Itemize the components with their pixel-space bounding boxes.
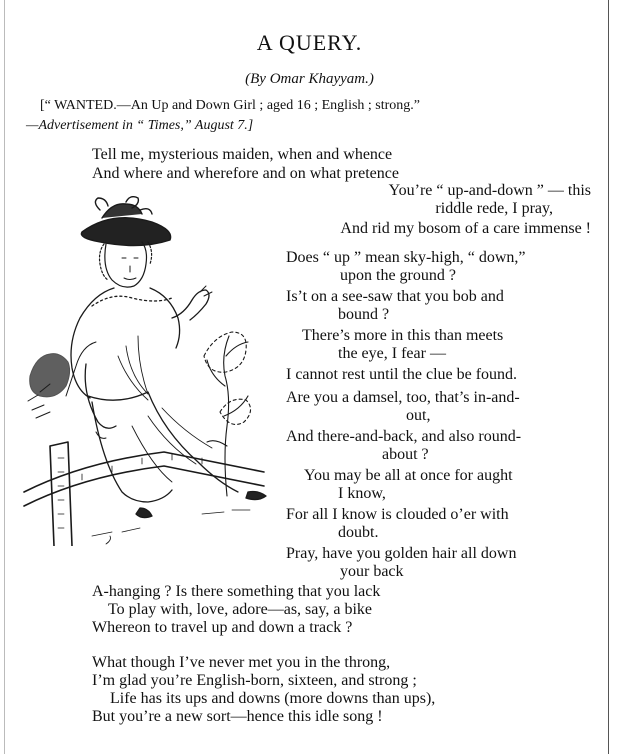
head (100, 242, 152, 287)
byline: (By Omar Khayyam.) (245, 71, 374, 87)
poem-line: upon the ground ? (340, 267, 456, 284)
poem-line: Are you a damsel, too, that’s in-and- (286, 389, 520, 406)
poem-line: Does “ up ” mean sky-high, “ down,” (286, 249, 526, 266)
stanza-3 (286, 389, 521, 542)
poem-title: A QUERY. (256, 30, 363, 55)
poem-line: What though I’ve never met you in the throng, (92, 654, 391, 671)
poem-line: You may be all at once for aught (304, 467, 513, 484)
girl-on-fence-illustration (22, 196, 284, 546)
stanza-intro (92, 146, 399, 183)
poem-line: Life has its ups and downs (more downs than ups), (110, 690, 436, 707)
poem-line: I cannot rest until the clue be found. (286, 366, 518, 383)
poem-line: your back (340, 563, 404, 580)
poem-line: You’re “ up-and-down ” — this (388, 182, 591, 199)
poem-line: A-hanging ? Is there something that you lack (92, 583, 381, 600)
poem-line: And rid my bosom of a care immense ! (340, 220, 591, 237)
sapling (204, 332, 251, 496)
poem-line: the eye, I fear — (338, 345, 446, 362)
poem-line: I’m glad you’re English-born, sixteen, and strong ; (92, 672, 417, 689)
poem-line: doubt. (338, 524, 379, 541)
poem-line: There’s more in this than meets (302, 327, 504, 344)
poem-line: And there-and-back, and also round- (286, 428, 522, 445)
stanza-1 (281, 182, 591, 238)
poem-line: Pray, have you golden hair all down (286, 545, 517, 562)
epigraph-line-2: —Advertisement in “ Times,” August 7.] (26, 118, 254, 133)
stanza-4 (92, 545, 516, 637)
poem-line: bound ? (338, 306, 390, 323)
poem-line: about ? (382, 446, 429, 463)
stanza-2 (286, 249, 526, 384)
poem-line: out, (406, 407, 431, 424)
poem-line: For all I know is clouded o’er with (286, 506, 509, 523)
column-rule (608, 0, 609, 754)
ground-hatching (92, 510, 250, 544)
poem-line: I know, (338, 485, 386, 502)
stanza-5 (92, 654, 435, 726)
epigraph-line-1: [“ WANTED.—An Up and Down Girl ; aged 16 ; English ; strong.” (40, 98, 421, 113)
dress (71, 286, 266, 518)
poem-line: But you’re a new sort—hence this idle song ! (92, 708, 383, 725)
hedge-shading (28, 354, 70, 418)
poem-line: Whereon to travel up and down a track ? (92, 619, 353, 636)
poem-line: And where and wherefore and on what pretence (92, 165, 399, 182)
hat (81, 197, 170, 246)
poem-line: Tell me, mysterious maiden, when and whence (92, 146, 393, 163)
poem-line: To play with, love, adore—as, say, a bike (108, 601, 372, 618)
poem-line: riddle rede, I pray, (435, 200, 553, 217)
poem-line: Is’t on a see-saw that you bob and (286, 288, 504, 305)
page-left-edge (4, 0, 5, 754)
